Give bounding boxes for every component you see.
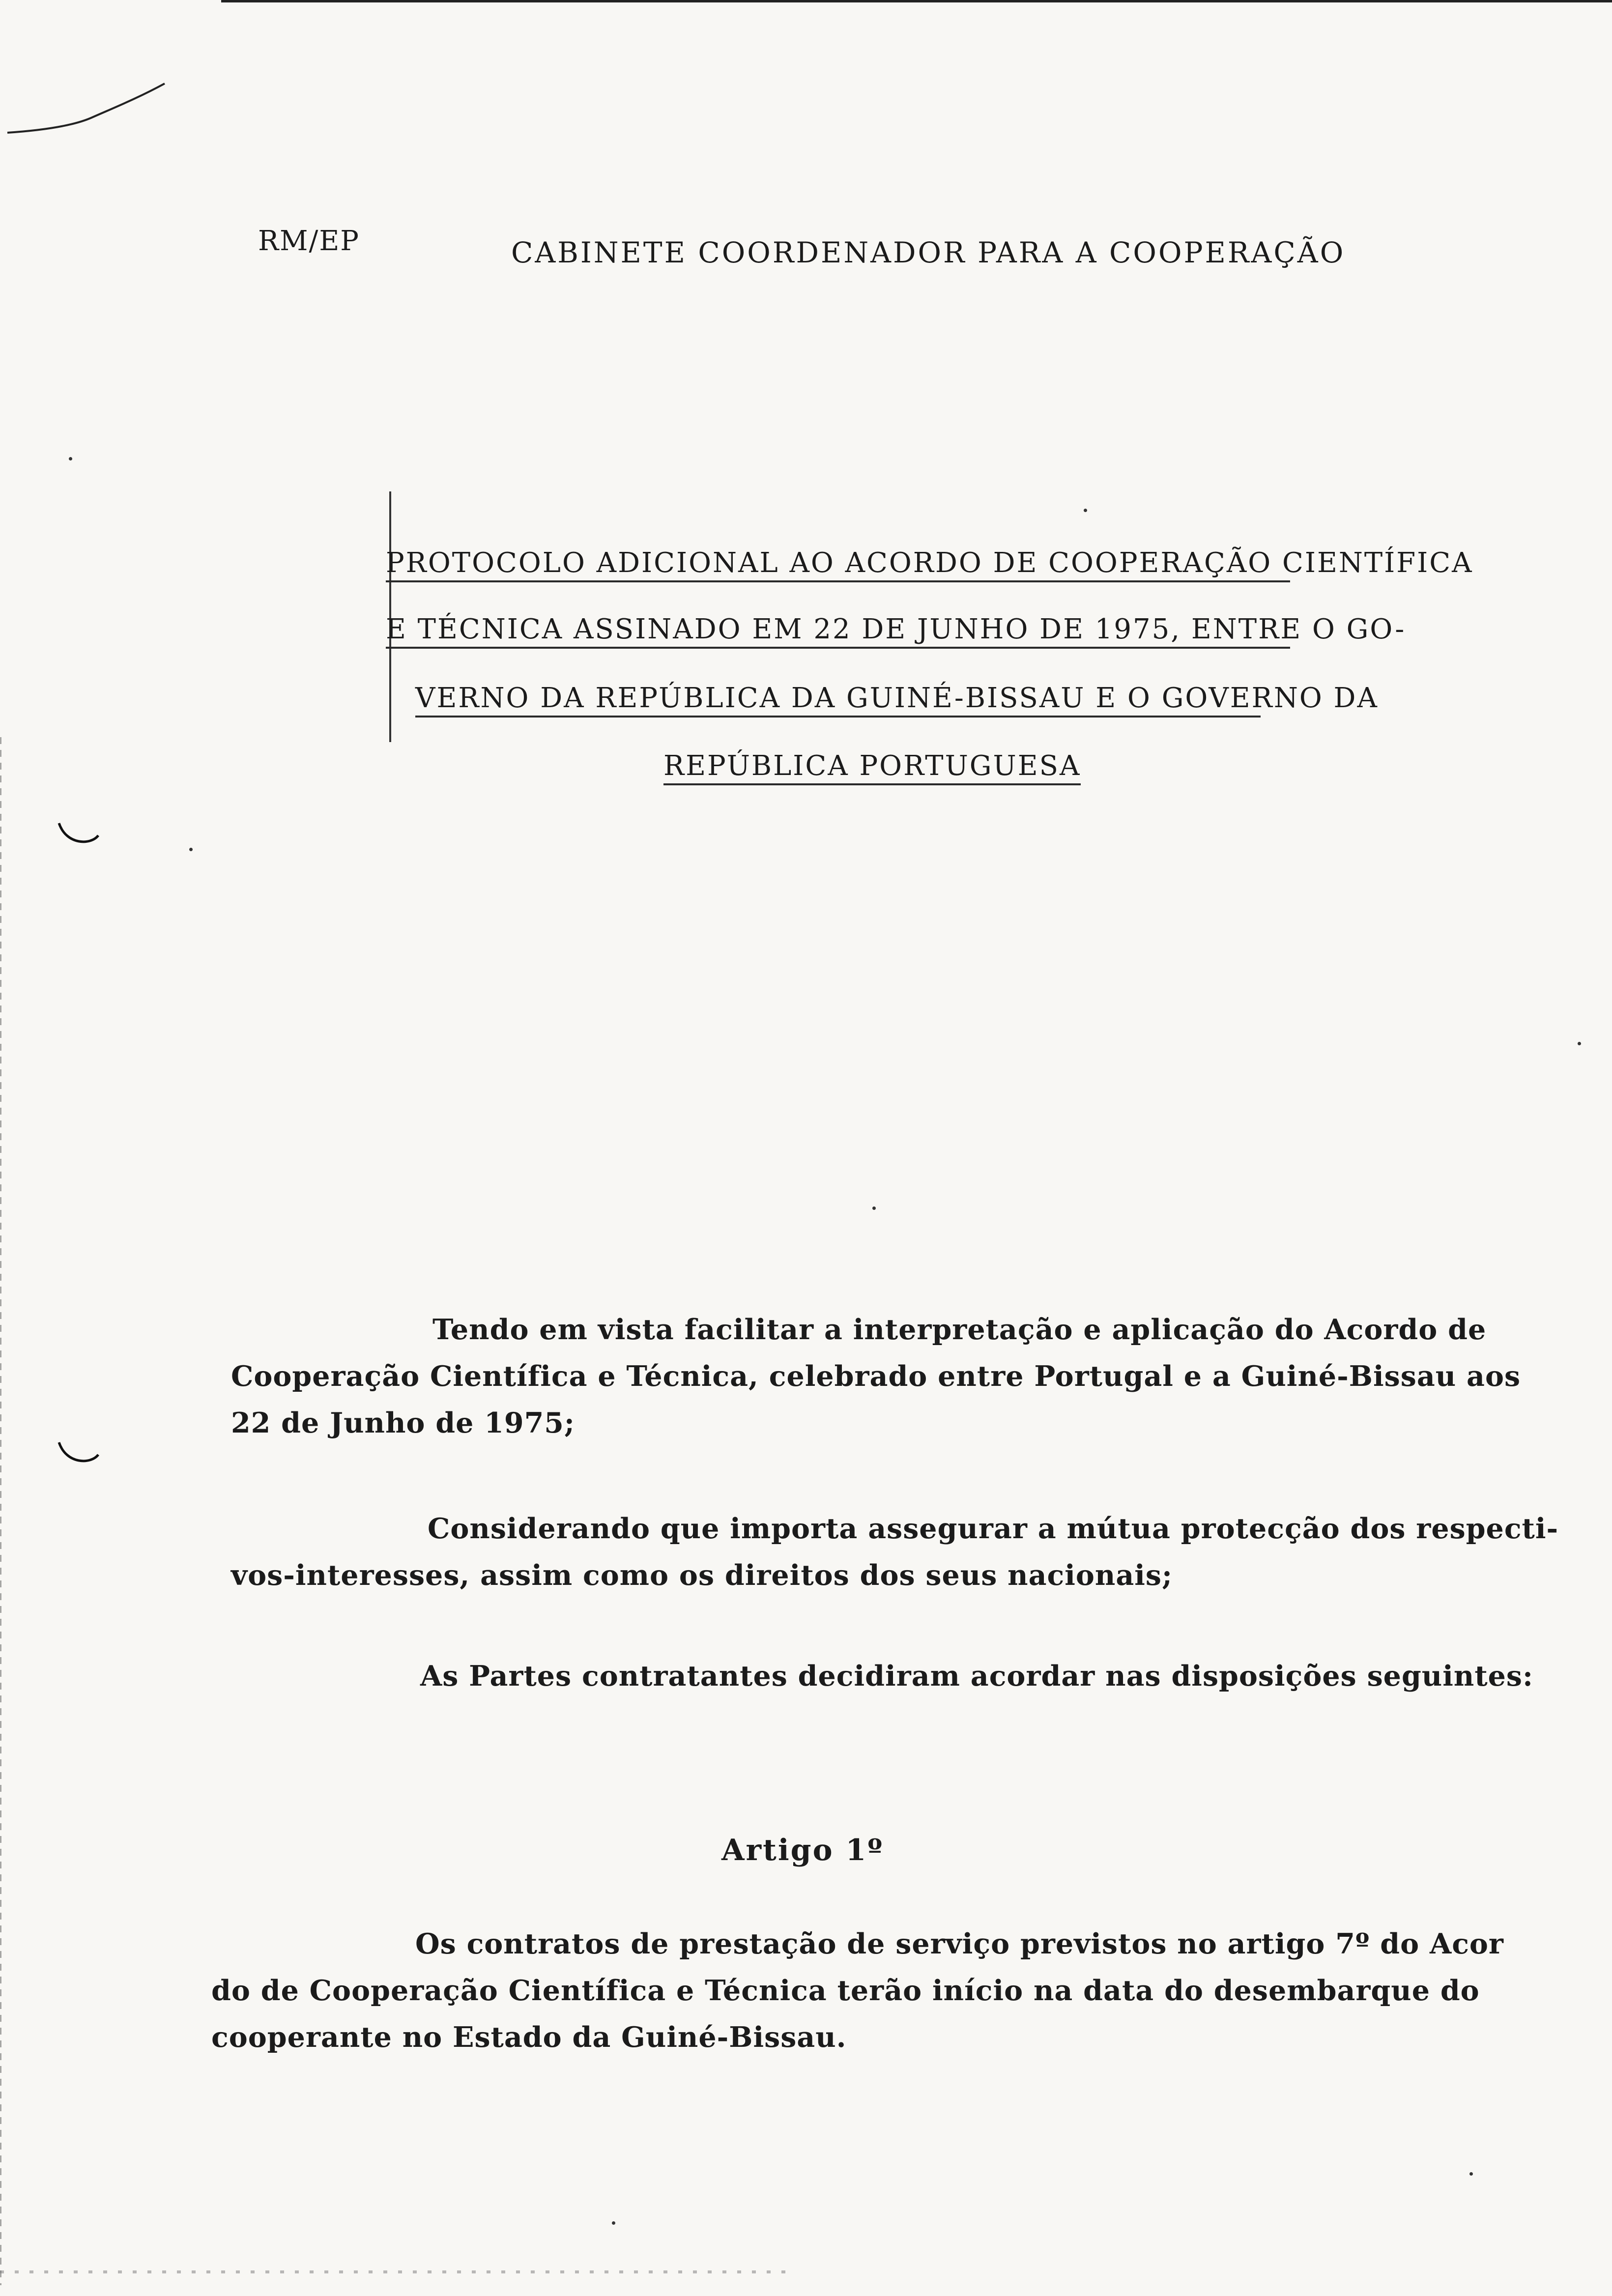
paragraph-line: vos-interesses, assim como os direitos dos seus nacionais; bbox=[231, 1559, 1173, 1592]
bottom-scan-noise bbox=[0, 2270, 786, 2273]
punch-hole-arc-mark bbox=[57, 821, 101, 850]
office-header: CABINETE COORDENADOR PARA A COOPERAÇÃO bbox=[511, 236, 1346, 269]
scan-speck bbox=[69, 457, 72, 460]
scan-speck bbox=[1578, 1042, 1581, 1045]
scan-speck bbox=[189, 848, 193, 851]
protocol-title-line: PROTOCOLO ADICIONAL AO ACORDO DE COOPERAÇÃO CIENTÍFICA bbox=[386, 548, 1290, 582]
scan-speck bbox=[872, 1206, 876, 1210]
scan-speck bbox=[1084, 509, 1087, 512]
left-edge-scan-artifact bbox=[0, 737, 1, 2285]
article-line: do de Cooperação Científica e Técnica terão início na data do desembarque do bbox=[211, 1974, 1480, 2007]
paragraph-line: Considerando que importa assegurar a mútua protecção dos respecti- bbox=[428, 1512, 1559, 1545]
article-heading: Artigo 1º bbox=[721, 1833, 884, 1867]
top-border-rule bbox=[221, 0, 1612, 2]
paragraph-line: Cooperação Científica e Técnica, celebrado entre Portugal e a Guiné-Bissau aos bbox=[231, 1360, 1521, 1393]
scan-speck bbox=[612, 2221, 615, 2225]
scan-speck bbox=[1469, 2172, 1473, 2176]
protocol-title-line: REPÚBLICA PORTUGUESA bbox=[663, 751, 1081, 785]
protocol-title-line: E TÉCNICA ASSINADO EM 22 DE JUNHO DE 1975, ENTRE O GO- bbox=[386, 614, 1290, 649]
reference-code: RM/EP bbox=[258, 225, 360, 257]
paragraph-line: 22 de Junho de 1975; bbox=[231, 1406, 575, 1439]
article-line: Os contratos de prestação de serviço previstos no artigo 7º do Acor bbox=[415, 1927, 1504, 1960]
handwritten-pen-stroke-mark bbox=[5, 79, 167, 138]
protocol-title-line: VERNO DA REPÚBLICA DA GUINÉ-BISSAU E O GOVERNO DA bbox=[415, 683, 1261, 718]
paragraph-line: Tendo em vista facilitar a interpretação e aplicação do Acordo de bbox=[432, 1313, 1487, 1346]
article-line: cooperante no Estado da Guiné-Bissau. bbox=[211, 2021, 847, 2054]
punch-hole-arc-mark bbox=[57, 1440, 101, 1469]
paragraph-line: As Partes contratantes decidiram acordar nas disposições seguintes: bbox=[420, 1660, 1534, 1693]
